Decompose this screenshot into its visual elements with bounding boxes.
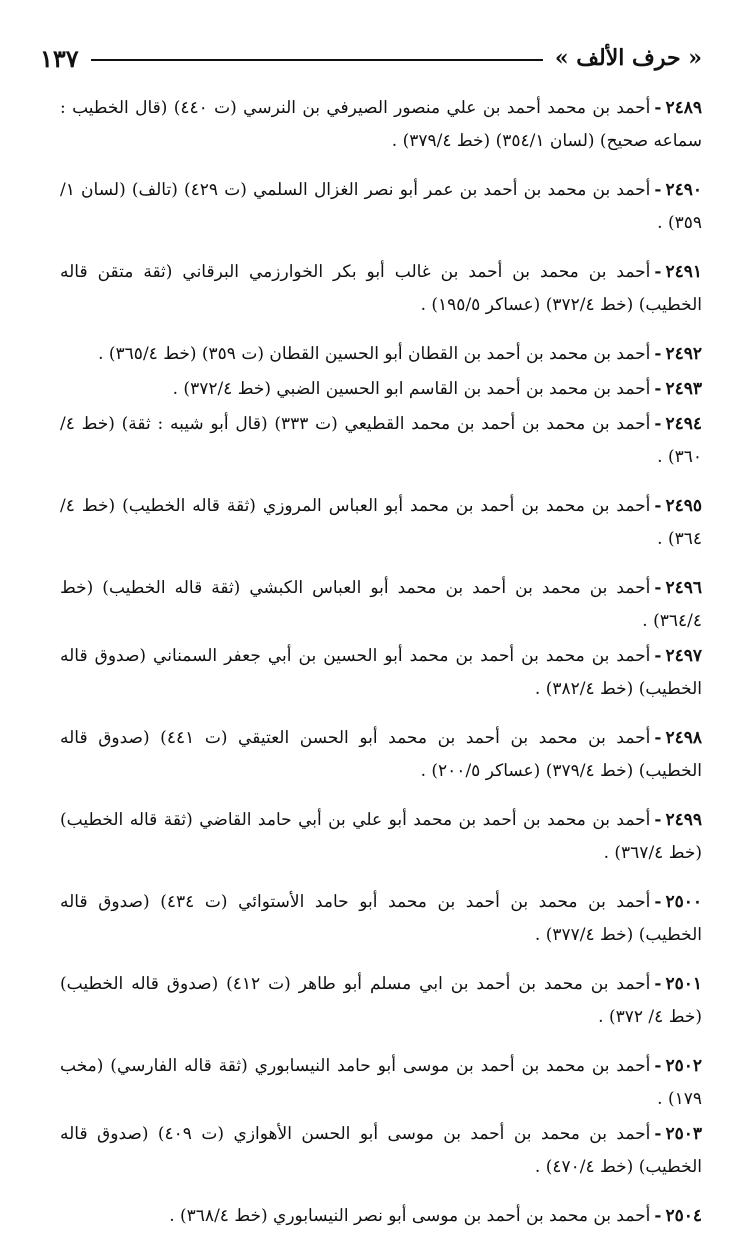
entry-text: أحمد بن محمد بن أحمد بن غالب أبو بكر الخوارزمي البرقاني (ثقة متقن قاله الخطيب) (خط ٣٧٢/٤) (عساكر ١٩٥/٥) . — [60, 262, 702, 315]
entry-number: ٢٤٩٣ — [665, 379, 702, 399]
entry-list — [60, 92, 702, 1235]
entry-text: أحمد بن محمد بن أحمد بن موسى أبو نصر النيسابوري (خط ٣٦٨/٤) . — [169, 1206, 651, 1226]
entry-text: أحمد بن محمد بن أحمد بن محمد أبو العباس المروزي (ثقة قاله الخطيب) (خط ٤/ ٣٦٤) . — [60, 496, 702, 549]
entry-number: ٢٤٨٩ — [665, 98, 702, 118]
entry-number: ٢٥٠٤ — [665, 1206, 702, 1226]
entry-number: ٢٥٠٢ — [665, 1056, 702, 1076]
entry-number: ٢٥٠١ — [665, 974, 702, 994]
page-header — [40, 38, 702, 78]
entry-number: ٢٤٩٢ — [665, 344, 702, 364]
entry-2504: ٢٥٠٤-أحمد بن محمد بن أحمد بن موسى أبو نصر النيسابوري (خط ٣٦٨/٤) . — [169, 1206, 702, 1226]
entry-number: ٢٤٩٠ — [665, 180, 702, 200]
entry-2498: ٢٤٩٨-أحمد بن محمد بن أحمد بن محمد أبو الحسن العتيقي (ت ٤٤١) (صدوق قاله الخطيب) (خط ٣٧٩/٤) (عساكر ٢٠٠/٥) . — [60, 728, 702, 781]
entry-2493: ٢٤٩٣-أحمد بن محمد بن أحمد بن القاسم ابو الحسين الضبي (خط ٣٧٢/٤) . — [172, 379, 702, 399]
entry-2492: ٢٤٩٢-أحمد بن محمد بن أحمد بن القطان أبو الحسين القطان (ت ٣٥٩) (خط ٣٦٥/٤) . — [98, 344, 702, 364]
entry-number: ٢٤٩٦ — [665, 578, 702, 598]
entry-2496: ٢٤٩٦-أحمد بن محمد بن أحمد بن محمد أبو العباس الكبشي (ثقة قاله الخطيب) (خط ٣٦٤/٤) . — [60, 578, 702, 631]
entry-number: ٢٤٩٩ — [665, 810, 702, 830]
entry-2489: ٢٤٨٩-أحمد بن محمد أحمد بن علي منصور الصيرفي بن النرسي (ت ٤٤٠) (قال الخطيب : سماعه صحيح) (لسان ٣٥٤/١) (خط ٣٧٩/٤) . — [60, 98, 702, 151]
entry-number: ٢٤٩٥ — [665, 496, 702, 516]
entry-text: أحمد بن محمد بن أحمد بن محمد أبو الحسن العتيقي (ت ٤٤١) (صدوق قاله الخطيب) (خط ٣٧٩/٤) (عساكر ٢٠٠/٥) . — [60, 728, 702, 781]
entry-2499: ٢٤٩٩-أحمد بن محمد بن أحمد بن محمد أبو علي بن أبي حامد القاضي (ثقة قاله الخطيب) (خط ٣٦٧/٤) . — [60, 810, 702, 863]
entry-text: أحمد بن محمد بن أحمد بن القطان أبو الحسين القطان (ت ٣٥٩) (خط ٣٦٥/٤) . — [98, 344, 651, 364]
entry-number: ٢٤٩٤ — [665, 414, 702, 434]
entry-text: أحمد بن محمد بن أحمد بن محمد أبو العباس الكبشي (ثقة قاله الخطيب) (خط ٣٦٤/٤) . — [60, 578, 702, 631]
entry-text: أحمد بن محمد أحمد بن علي منصور الصيرفي بن النرسي (ت ٤٤٠) (قال الخطيب : سماعه صحيح) (لسان ٣٥٤/١) (خط ٣٧٩/٤) . — [60, 98, 702, 151]
page-number: ١٣٧ — [40, 43, 79, 73]
entry-2494: ٢٤٩٤-أحمد بن محمد بن أحمد بن محمد القطيعي (ت ٣٣٣) (قال أبو شيبه : ثقة) (خط ٤/ ٣٦٠) . — [60, 414, 702, 467]
entry-text: أحمد بن محمد بن أحمد بن موسى أبو الحسن الأهوازي (ت ٤٠٩) (صدوق قاله الخطيب) (خط ٤٧٠/٤) . — [60, 1124, 702, 1177]
section-title: « حرف الألف » — [554, 45, 702, 71]
entry-number: ٢٥٠٣ — [665, 1124, 702, 1144]
header-rule — [91, 59, 543, 61]
entry-text: أحمد بن محمد بن أحمد بن محمد أبو الحسين بن أبي جعفر السمناني (صدوق قاله الخطيب) (خط ٣٨٢/٤) . — [60, 646, 702, 699]
entry-text: أحمد بن محمد بن أحمد بن ابي مسلم أبو طاهر (ت ٤١٢) (صدوق قاله الخطيب) (خط ٤/ ٣٧٢) . — [60, 974, 702, 1027]
entry-2497: ٢٤٩٧-أحمد بن محمد بن أحمد بن محمد أبو الحسين بن أبي جعفر السمناني (صدوق قاله الخطيب) (خط ٣٨٢/٤) . — [60, 646, 702, 699]
entry-2490: ٢٤٩٠-أحمد بن محمد بن أحمد بن عمر أبو نصر الغزال السلمي (ت ٤٢٩) (تالف) (لسان ١/ ٣٥٩) . — [60, 180, 702, 233]
entry-number: ٢٥٠٠ — [665, 892, 702, 912]
entry-2502: ٢٥٠٢-أحمد بن محمد بن أحمد بن موسى أبو حامد النيسابوري (ثقة قاله الفارسي) (مخب ١٧٩) . — [60, 1056, 702, 1109]
entry-number: ٢٤٩٨ — [665, 728, 702, 748]
entry-number: ٢٤٩١ — [665, 262, 702, 282]
entry-text: أحمد بن محمد بن أحمد بن محمد القطيعي (ت ٣٣٣) (قال أبو شيبه : ثقة) (خط ٤/ ٣٦٠) . — [60, 414, 702, 467]
entry-2500: ٢٥٠٠-أحمد بن محمد بن أحمد بن محمد أبو حامد الأستوائي (ت ٤٣٤) (صدوق قاله الخطيب) (خط ٣٧٧/٤) . — [60, 892, 702, 945]
entry-text: أحمد بن محمد بن أحمد بن موسى أبو حامد النيسابوري (ثقة قاله الفارسي) (مخب ١٧٩) . — [60, 1056, 702, 1109]
entry-text: أحمد بن محمد بن أحمد بن محمد أبو علي بن أبي حامد القاضي (ثقة قاله الخطيب) (خط ٣٦٧/٤) . — [60, 810, 702, 863]
entry-2491: ٢٤٩١-أحمد بن محمد بن أحمد بن غالب أبو بكر الخوارزمي البرقاني (ثقة متقن قاله الخطيب) (خط ٣٧٢/٤) (عساكر ١٩٥/٥) . — [60, 262, 702, 315]
entry-text: أحمد بن محمد بن أحمد بن القاسم ابو الحسين الضبي (خط ٣٧٢/٤) . — [172, 379, 651, 399]
entry-text: أحمد بن محمد بن أحمد بن عمر أبو نصر الغزال السلمي (ت ٤٢٩) (تالف) (لسان ١/ ٣٥٩) . — [60, 180, 702, 233]
entry-2501: ٢٥٠١-أحمد بن محمد بن أحمد بن ابي مسلم أبو طاهر (ت ٤١٢) (صدوق قاله الخطيب) (خط ٤/ ٣٧٢) . — [60, 974, 702, 1027]
entry-2503: ٢٥٠٣-أحمد بن محمد بن أحمد بن موسى أبو الحسن الأهوازي (ت ٤٠٩) (صدوق قاله الخطيب) (خط ٤٧٠/٤) . — [60, 1124, 702, 1177]
entry-number: ٢٤٩٧ — [665, 646, 702, 666]
entry-text: أحمد بن محمد بن أحمد بن محمد أبو حامد الأستوائي (ت ٤٣٤) (صدوق قاله الخطيب) (خط ٣٧٧/٤) . — [60, 892, 702, 945]
entry-2495: ٢٤٩٥-أحمد بن محمد بن أحمد بن محمد أبو العباس المروزي (ثقة قاله الخطيب) (خط ٤/ ٣٦٤) . — [60, 496, 702, 549]
